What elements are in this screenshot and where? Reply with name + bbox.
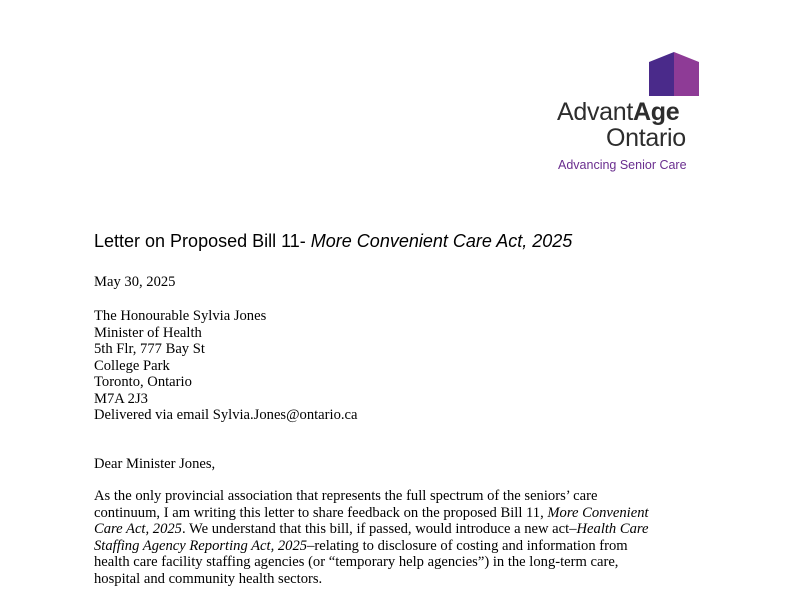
recipient-delivery: Delivered via email Sylvia.Jones@ontario.ca xyxy=(94,407,358,423)
body-line: continuum, I am writing this letter to share feedback on the proposed Bill 11, More Convenient xyxy=(94,504,649,521)
logo-mark-icon xyxy=(649,52,699,96)
logo-wordmark: AdvantAge xyxy=(557,98,680,126)
advantage-ontario-logo xyxy=(555,48,705,178)
body-line: As the only provincial association that represents the full spectrum of the seniors’ care xyxy=(94,488,598,504)
recipient-title: Minister of Health xyxy=(94,324,202,341)
recipient-postal: M7A 2J3 xyxy=(94,390,148,407)
salutation: Dear Minister Jones, xyxy=(94,456,216,472)
body-line: Care Act, 2025. We understand that this bill, if passed, would introduce a new act–Health Care xyxy=(94,521,649,537)
body-line: Staffing Agency Reporting Act, 2025–relating to disclosure of costing and information from xyxy=(94,537,628,554)
recipient-street: 5th Flr, 777 Bay St xyxy=(94,341,205,357)
recipient-city: Toronto, Ontario xyxy=(94,374,192,390)
body-line: hospital and community health sectors. xyxy=(94,570,323,587)
letter-date: May 30, 2025 xyxy=(94,274,176,290)
body-line: health care facility staffing agencies (or “temporary help agencies”) in the long-term care, xyxy=(94,554,619,570)
body-paragraph xyxy=(94,488,714,587)
logo-wordmark-ontario: Ontario xyxy=(606,124,686,152)
letter-heading: Letter on Proposed Bill 11- More Convenient Care Act, 2025 xyxy=(94,231,573,251)
logo-tagline: Advancing Senior Care xyxy=(558,158,687,172)
recipient-building: College Park xyxy=(94,357,170,374)
recipient-name: The Honourable Sylvia Jones xyxy=(94,308,267,324)
recipient-address xyxy=(94,308,714,424)
